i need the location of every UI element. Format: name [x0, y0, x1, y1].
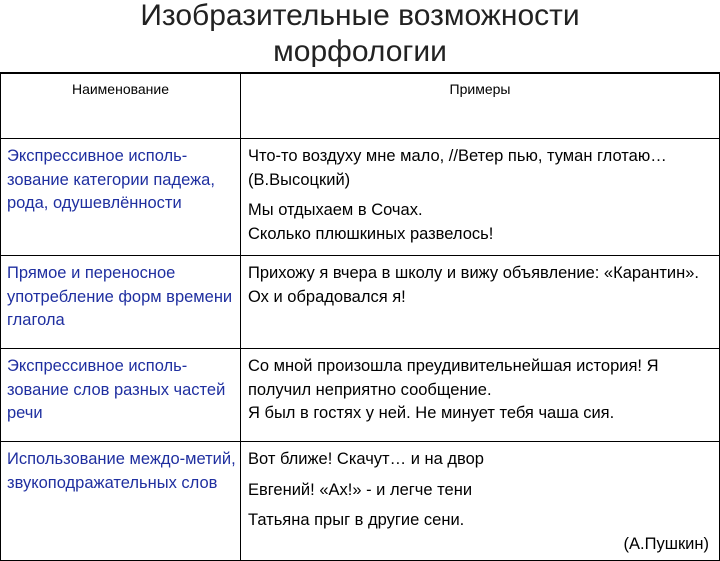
row-examples [241, 139, 720, 256]
example-line: Татьяна прыг в другие сени. [248, 511, 465, 529]
header-name: Наименование [1, 73, 241, 139]
example-line: Прихожу я вчера в школу и вижу объявление: «Карантин». Ох и обрадовался я! [248, 264, 699, 306]
example-line: Со мной произошла преудивительнейшая история! Я получил неприятно сообщение. [248, 357, 659, 399]
header-row [1, 73, 720, 139]
title-line-2: морфологии [273, 35, 447, 68]
row-examples [241, 349, 720, 442]
row-examples [241, 256, 720, 349]
row-name: Экспрессивное исполь-зование категории падежа, рода, одушевлённости [1, 139, 241, 256]
example-line: Мы отдыхаем в Сочах. [248, 201, 423, 219]
example-line: Евгений! «Ах!» - и легче тени [248, 480, 473, 499]
table-row [1, 349, 720, 442]
row-name: Экспрессивное исполь-зование слов разных частей речи [1, 349, 241, 442]
row-name: Прямое и переносное употребление форм времени глагола [1, 256, 241, 349]
table-row [1, 139, 720, 256]
example-line: Вот ближе! Скачут… и на двор [248, 450, 484, 468]
row-examples [241, 442, 720, 561]
header-examples: Примеры [241, 73, 720, 139]
author-attribution: (А.Пушкин) [623, 534, 709, 553]
table-row [1, 442, 720, 561]
morphology-table [0, 72, 720, 561]
example-line: Что-то воздуху мне мало, //Ветер пью, туман глотаю… (В.Высоцкий) [248, 147, 667, 189]
example-line: Я был в гостях у ней. Не минует тебя чаша сия. [248, 404, 615, 422]
table-row [1, 256, 720, 349]
example-line: Сколько плюшкиных развелось! [248, 224, 494, 243]
title-line-1: Изобразительные возможности [140, 0, 580, 32]
row-name: Использование междо-метий, звукоподражательных слов [1, 442, 241, 561]
